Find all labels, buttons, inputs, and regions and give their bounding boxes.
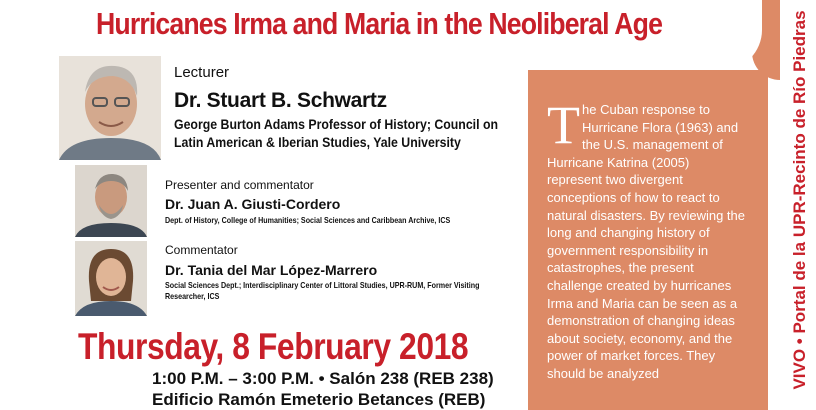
lecturer-affiliation: George Burton Adams Professor of History; Council on Latin American & Iberian Studies, Yale University — [174, 116, 499, 150]
commentator-role: Commentator — [165, 243, 238, 257]
presenter-name: Dr. Juan A. Giusti-Cordero — [165, 196, 341, 212]
vertical-banner-text: VIVO • Portal de la UPR-Recinto de Río Piedras — [790, 10, 809, 390]
presenter-affiliation: Dept. of History, College of Humanities; Social Sciences and Caribbean Archive, ICS — [165, 215, 451, 225]
presenter-photo — [75, 165, 147, 237]
description-text — [547, 95, 747, 383]
lecturer-name: Dr. Stuart B. Schwartz — [174, 89, 387, 112]
commentator-affiliation: Social Sciences Dept.; Interdisciplinary Center of Littoral Studies, UPR-RUM, Former Visiting Researcher, ICS — [165, 280, 480, 301]
description-dropcap: T — [547, 95, 580, 155]
commentator-name: Dr. Tania del Mar López-Marrero — [165, 262, 378, 278]
event-time-location: 1:00 P.M. – 3:00 P.M. • Salón 238 (REB 238) — [152, 369, 494, 388]
person-portrait-icon — [75, 241, 147, 316]
lecturer-role: Lecturer — [174, 64, 230, 81]
lecturer-photo — [59, 56, 161, 160]
event-date: Thursday, 8 February 2018 — [78, 326, 469, 367]
presenter-role: Presenter and commentator — [165, 178, 314, 192]
event-title: Hurricanes Irma and Maria in the Neoliberal Age — [96, 6, 663, 41]
description-body: he Cuban response to Hurricane Flora (1963) and the U.S. management of Hurricane Katrina (2005) represent two divergent conceptions of how to react to natural disasters. By reviewing the long and changing history of government responsibility in catastrophes, the present challenge created by hurricanes Irma and Maria can be seen as a demonstration of changing ideas about society, economy, and the power of market forces. They should be analyzed — [547, 102, 745, 381]
vertical-banner — [782, 0, 816, 400]
person-portrait-icon — [59, 56, 161, 160]
person-portrait-icon — [75, 165, 147, 237]
event-building: Edificio Ramón Emeterio Betances (REB) — [152, 390, 486, 409]
commentator-photo — [75, 241, 147, 316]
